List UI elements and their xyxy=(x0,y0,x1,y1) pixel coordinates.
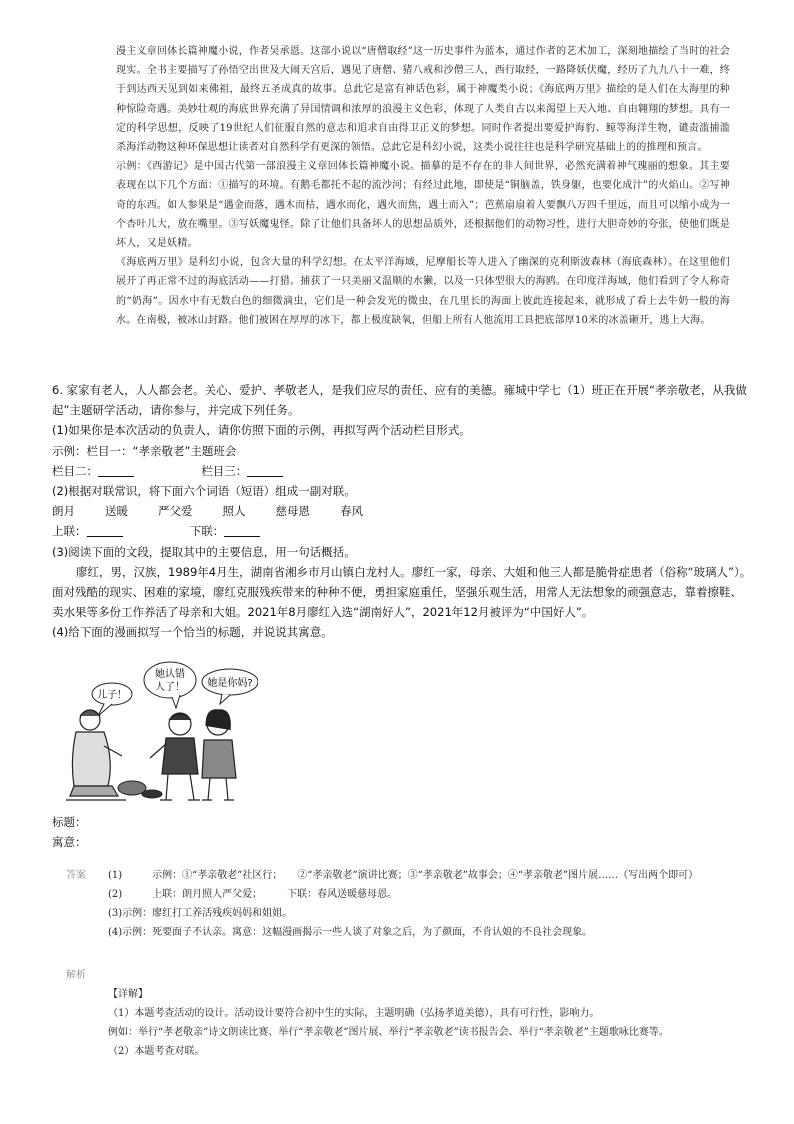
word-item: 送暖 xyxy=(105,504,128,519)
answer-number: (1) xyxy=(108,870,123,881)
task-4: (4)给下面的漫画拟写一个恰当的标题，并说说其寓意。 xyxy=(52,625,333,640)
upper-couplet-label: 上联： xyxy=(52,524,87,539)
answer-blank[interactable] xyxy=(98,464,134,477)
answer-paragraph: 《海底两万里》是科幻小说，包含大量的科学幻想。在太平洋海域，尼摩船长等人进入了幽深的克利斯波森林（海底森林）。在这里他们展开了再正常不过的海底活动——打猎。捕获了一只美丽又温顺的水獭，以及一只体型很大的海鸥。在印度洋海域，他们看到了令人称奇的“奶海”。因水中有无数白色的细微滴虫，它们是一种会发光的微虫，在几里长的海面上彼此连接起来，就形成了看上去牛奶一般的海水。在南极，被冰山封路。他们被困在厚厚的冰下，都上极度缺氧，但船上所有人他流用工具把底部厚10米的冰盖砸开，逃上大海。 xyxy=(116,257,730,326)
analysis-tag: 解析 xyxy=(66,970,86,981)
analysis-header: 【详解】 xyxy=(108,989,148,1000)
answer-4: (4)示例：死要面子不认亲。寓意：这幅漫画揭示一些人谈了对象之后，为了颜面，不肯认娘的不良社会现象。 xyxy=(108,927,593,938)
reading-answer-block xyxy=(116,42,730,330)
bubble-text: 她是你妈? xyxy=(207,678,253,689)
word-item: 春风 xyxy=(340,504,363,519)
meaning-label: 寓意： xyxy=(52,835,87,849)
comic-illustration xyxy=(62,660,258,808)
analysis-line: （1）本题考查活动的设计。活动设计要符合初中生的实际，主题明确（弘扬孝道美德），具有可行性，影响力。 xyxy=(108,1008,600,1019)
column-3-label: 栏目三： xyxy=(201,463,248,478)
answer-blank[interactable] xyxy=(224,524,260,537)
title-label: 标题： xyxy=(52,815,87,829)
analysis-section xyxy=(108,985,748,1061)
answer-number: (2) xyxy=(108,889,123,900)
bubble-text: 儿子！ xyxy=(97,690,127,701)
answer-blank[interactable] xyxy=(247,464,283,477)
answer-tag: 答案 xyxy=(66,870,86,881)
question-6 xyxy=(52,380,752,643)
column-blanks xyxy=(52,461,752,481)
man-figure xyxy=(150,713,200,800)
speech-bubble xyxy=(144,662,196,708)
answer-text: 上联：朗月照人严父爱； xyxy=(152,889,258,900)
task-3: (3)阅读下面的文段，提取其中的主要信息，用一句话概括。 xyxy=(52,544,356,559)
old-woman-figure xyxy=(66,710,126,800)
word-item: 严父爱 xyxy=(158,504,193,519)
comic-answer-labels xyxy=(52,812,87,852)
answer-2 xyxy=(108,885,746,904)
speech-bubble xyxy=(202,669,258,704)
lower-couplet-label: 下联： xyxy=(189,524,225,539)
word-item: 朗月 xyxy=(52,504,75,519)
word-list xyxy=(52,501,752,521)
goods-basket xyxy=(118,781,162,798)
reading-passage: 廖红，男，汉族，1989年4月生，湖南省湘乡市月山镇白龙村人。廖红一家，母亲、大姐和他三人都是脆骨症患者（俗称“玻璃人”）。面对残酷的现实、困难的家境，廖红克服残疾带来的种种不便，勇担家庭重任，坚强乐观生活，用常人无法想象的顽强意志，靠着擦鞋、卖水果等多份工作养活了母亲和大姐。2021年8月廖红入选“湖南好人”，2021年12月被评为“中国好人”。 xyxy=(52,564,752,620)
word-item: 慈母恩 xyxy=(275,504,310,519)
question-stem: 6. 家家有老人，人人都会老。关心、爱护、孝敬老人，是我们应尽的责任、应有的美德。雍城中学七（1）班正在开展“孝亲敬老，从我做起”主题研学活动，请你参与，并完成下列任务。 xyxy=(52,383,747,418)
answer-paragraph: 示例：《西游记》是中国古代第一部浪漫主义章回体长篇神魔小说。描摹的是不存在的非人间世界，必然充满着神气瑰丽的想象。其主要表现在以下几个方面：①描写的环境。有鹅毛都托不起的流沙河；有经过此地，即使是“铜脑盖，铁身躯，也要化成汁”的火焰山。②写神奇的东西。如人参果是“遇金而落，遇木而枯，遇水而化，遇火而焦，遇土而入”；芭蕉扇扇着人要飘八万四千里远，而且可以缩小成为一个杏叶儿大，放在嘴里。③写妖魔鬼怪。除了让他们具备坏人的思想品质外，还根据他们的动物习性，进行大胆奇妙的夸张，使他们既是坏人，又是妖精。 xyxy=(116,161,730,250)
answer-section xyxy=(66,866,746,942)
answer-text: 示例：①“孝亲敬老”社区行； ②“孝亲敬老”演讲比赛；③“孝亲敬老”故事会；④“孝亲敬老”图片展……（写出两个即可） xyxy=(152,870,699,881)
task-2: (2)根据对联常识，将下面六个词语（短语）组成一副对联。 xyxy=(52,484,356,499)
analysis-line: 例如：举行“孝老敬亲”诗文朗读比赛、举行“孝亲敬老”图片展、举行“孝亲敬老”读书报告会、举行“孝亲敬老”主题歌咏比赛等。 xyxy=(108,1027,669,1038)
analysis-line: （2）本题考查对联。 xyxy=(108,1046,205,1057)
example-line: 示例：栏目一：“孝亲敬老”主题班会 xyxy=(52,443,237,458)
bubble-text: 人了！ xyxy=(155,682,185,693)
couplet-blanks xyxy=(52,521,752,541)
answer-blank[interactable] xyxy=(87,524,123,537)
bubble-text: 她认错 xyxy=(155,669,185,680)
answer-paragraph: 漫主义章回体长篇神魔小说，作者吴承恩。这部小说以“唐僧取经”这一历史事件为蓝本，通过作者的艺术加工，深刻地描绘了当时的社会现实。全书主要描写了孙悟空出世及大闹天宫后，遇见了唐僧、猪八戒和沙僧三人，西行取经，一路降妖伏魔，经历了九九八十一难，终于到达西天见到如来佛祖，最终五圣成真的故事。总此它是富有神话色彩，属于神魔类小说；《海底两万里》描绘的是人们在大海里的种种惊险奇遇。美妙壮观的海底世界充满了异国情调和浓厚的浪漫主义色彩，体现了人类自古以来渴望上天入地、自由翱翔的梦想。具有一定的科学思想，反映了19世纪人们征服自然的意志和追求自由得卫正义的梦想。同时作者提出要爱护海豹、鲸等海洋生物，谴责滥捕滥杀海洋动物这种环保思想让读者对自然科学有更深的领悟。总此它是科幻小说，这类小说往往也是科学研究基础上的的推理和预言。 xyxy=(116,46,730,154)
column-2-label: 栏目二： xyxy=(52,463,98,478)
speech-bubble xyxy=(92,683,132,716)
young-woman-figure xyxy=(202,710,236,800)
answer-text: 下联：春风送暖慈母恩。 xyxy=(287,889,398,900)
answer-3: (3)示例：廖红打工养活残疾妈妈和姐姐。 xyxy=(108,908,293,919)
answer-1 xyxy=(108,866,746,885)
task-1: (1)如果你是本次活动的负责人，请你仿照下面的示例，再拟写两个活动栏目形式。 xyxy=(52,423,471,438)
word-item: 照人 xyxy=(222,504,246,519)
